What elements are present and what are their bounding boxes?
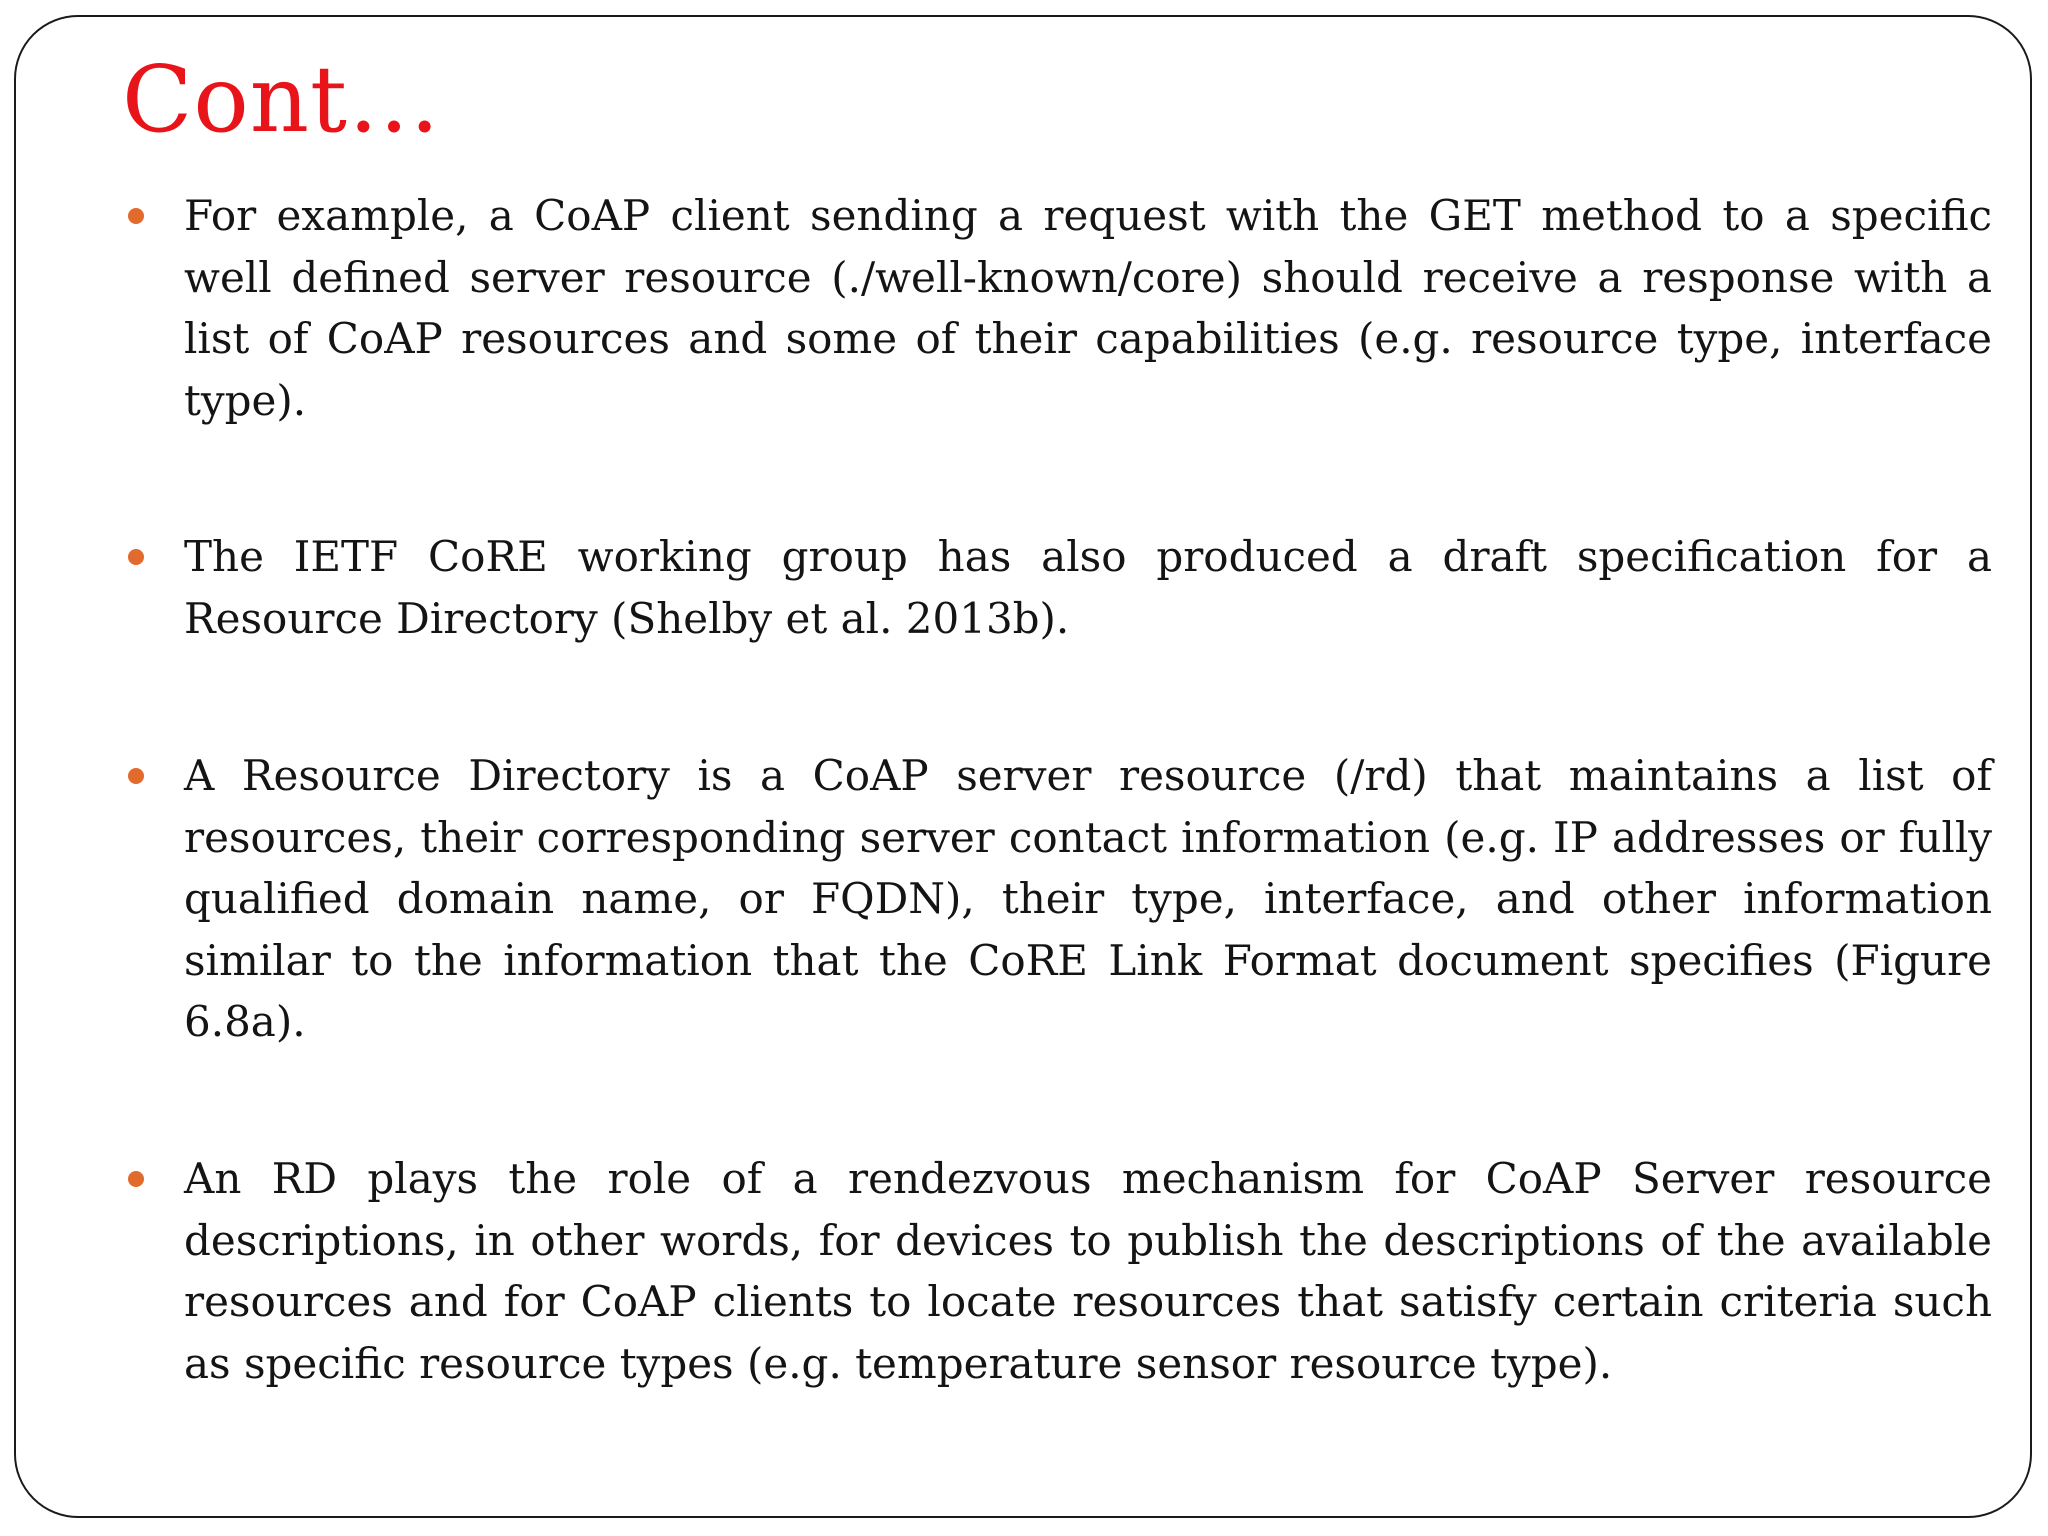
bullet-dot-icon — [128, 208, 144, 224]
bullet-text: A Resource Directory is a CoAP server resource (/rd) that maintains a list of resources, their corresponding server contact information (e.g. IP addresses or fully qualified domain name, or FQDN), their type, interface, and other information similar to the information that the CoRE Link Format document specifies (Figure 6.8a). — [184, 751, 1992, 1046]
bullet-text: For example, a CoAP client sending a request with the GET method to a specific well defined server resource (./well-known/core) should receive a response with a list of CoAP resources and some of their capabilities (e.g. resource type, interface type). — [184, 191, 1992, 425]
bullet-text: The IETF CoRE working group has also produced a draft specification for a Resource Directory (Shelby et al. 2013b). — [184, 532, 1992, 643]
bullet-item — [184, 745, 1992, 1053]
bullet-item — [184, 1148, 1992, 1394]
bullet-dot-icon — [128, 549, 144, 565]
bullet-list — [16, 17, 2030, 1516]
slide-title: Cont… — [122, 46, 442, 153]
bullet-dot-icon — [128, 768, 144, 784]
slide-frame — [14, 15, 2032, 1518]
bullet-text: An RD plays the role of a rendezvous mechanism for CoAP Server resource descriptions, in other words, for devices to publish the descriptions of the available resources and for CoAP clients to locate resources that satisfy certain criteria such as specific resource types (e.g. temperature sensor resource type). — [184, 1154, 1992, 1388]
bullet-item — [184, 185, 1992, 431]
bullet-item — [184, 526, 1992, 649]
bullet-dot-icon — [128, 1171, 144, 1187]
